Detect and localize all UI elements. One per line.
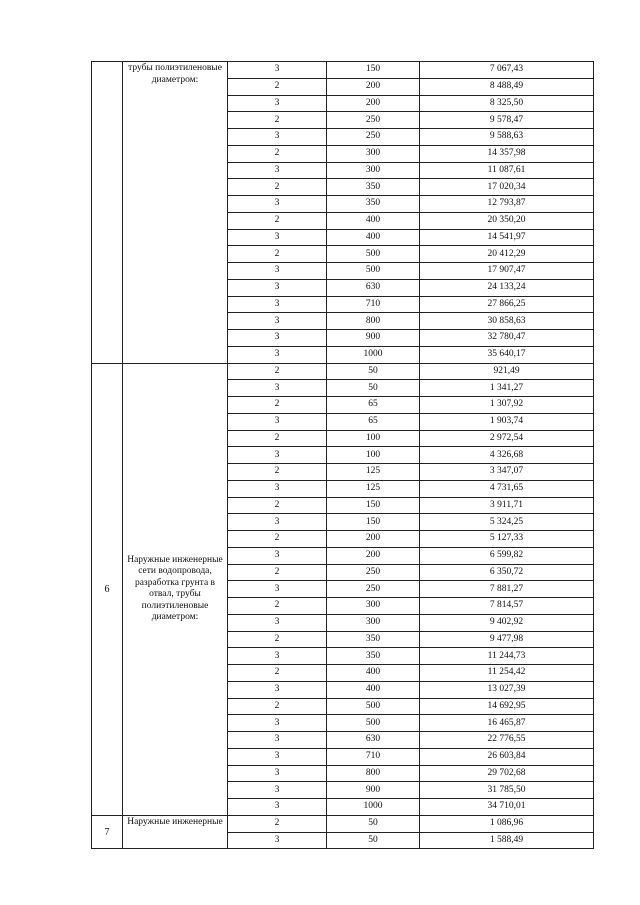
diameter-cell: 350 bbox=[327, 196, 420, 213]
category-cell: 3 bbox=[228, 380, 327, 397]
category-cell: 3 bbox=[228, 229, 327, 246]
diameter-cell: 350 bbox=[327, 179, 420, 196]
diameter-cell: 400 bbox=[327, 681, 420, 698]
price-cell: 14 692,95 bbox=[420, 698, 594, 715]
diameter-cell: 500 bbox=[327, 698, 420, 715]
price-cell: 20 412,29 bbox=[420, 246, 594, 263]
category-cell: 2 bbox=[228, 179, 327, 196]
price-cell: 2 972,54 bbox=[420, 430, 594, 447]
price-cell: 6 350,72 bbox=[420, 564, 594, 581]
item-number-cell bbox=[92, 62, 123, 364]
diameter-cell: 200 bbox=[327, 78, 420, 95]
category-cell: 3 bbox=[228, 296, 327, 313]
category-cell: 3 bbox=[228, 413, 327, 430]
price-cell: 8 488,49 bbox=[420, 78, 594, 95]
diameter-cell: 65 bbox=[327, 413, 420, 430]
category-cell: 3 bbox=[228, 346, 327, 363]
price-cell: 11 244,73 bbox=[420, 648, 594, 665]
category-cell: 2 bbox=[228, 564, 327, 581]
price-cell: 22 776,55 bbox=[420, 732, 594, 749]
table-row bbox=[92, 363, 594, 380]
price-cell: 921,49 bbox=[420, 363, 594, 380]
item-number-cell: 7 bbox=[92, 815, 123, 849]
diameter-cell: 630 bbox=[327, 279, 420, 296]
diameter-cell: 710 bbox=[327, 748, 420, 765]
category-cell: 3 bbox=[228, 279, 327, 296]
price-cell: 4 731,65 bbox=[420, 480, 594, 497]
category-cell: 3 bbox=[228, 62, 327, 79]
price-cell: 30 858,63 bbox=[420, 313, 594, 330]
price-cell: 16 465,87 bbox=[420, 715, 594, 732]
item-description-cell: трубы полиэтиленовые диаметром: bbox=[123, 62, 228, 364]
diameter-cell: 250 bbox=[327, 564, 420, 581]
price-cell: 9 402,92 bbox=[420, 614, 594, 631]
diameter-cell: 150 bbox=[327, 497, 420, 514]
price-cell: 5 127,33 bbox=[420, 531, 594, 548]
price-cell: 8 325,50 bbox=[420, 95, 594, 112]
diameter-cell: 300 bbox=[327, 598, 420, 615]
diameter-cell: 630 bbox=[327, 732, 420, 749]
price-cell: 3 911,71 bbox=[420, 497, 594, 514]
price-cell: 1 903,74 bbox=[420, 413, 594, 430]
diameter-cell: 250 bbox=[327, 112, 420, 129]
category-cell: 3 bbox=[228, 313, 327, 330]
category-cell: 2 bbox=[228, 78, 327, 95]
price-cell: 24 133,24 bbox=[420, 279, 594, 296]
item-description-cell: Наружные инженерные сети водопровода, разработка грунта в отвал, трубы полиэтиленовые диаметром: bbox=[123, 363, 228, 815]
price-cell: 17 020,34 bbox=[420, 179, 594, 196]
category-cell: 3 bbox=[228, 765, 327, 782]
price-cell: 26 603,84 bbox=[420, 748, 594, 765]
diameter-cell: 1000 bbox=[327, 799, 420, 816]
category-cell: 2 bbox=[228, 246, 327, 263]
diameter-cell: 150 bbox=[327, 62, 420, 79]
diameter-cell: 65 bbox=[327, 397, 420, 414]
diameter-cell: 900 bbox=[327, 330, 420, 347]
diameter-cell: 50 bbox=[327, 380, 420, 397]
diameter-cell: 710 bbox=[327, 296, 420, 313]
category-cell: 3 bbox=[228, 681, 327, 698]
diameter-cell: 200 bbox=[327, 531, 420, 548]
category-cell: 3 bbox=[228, 263, 327, 280]
item-description-cell: Наружные инженерные bbox=[123, 815, 228, 849]
diameter-cell: 500 bbox=[327, 263, 420, 280]
diameter-cell: 300 bbox=[327, 145, 420, 162]
diameter-cell: 400 bbox=[327, 212, 420, 229]
price-cell: 3 347,07 bbox=[420, 464, 594, 481]
diameter-cell: 250 bbox=[327, 581, 420, 598]
price-cell: 1 307,92 bbox=[420, 397, 594, 414]
category-cell: 3 bbox=[228, 330, 327, 347]
price-cell: 4 326,68 bbox=[420, 447, 594, 464]
diameter-cell: 800 bbox=[327, 313, 420, 330]
price-cell: 29 702,68 bbox=[420, 765, 594, 782]
diameter-cell: 150 bbox=[327, 514, 420, 531]
table-row bbox=[92, 815, 594, 832]
category-cell: 3 bbox=[228, 782, 327, 799]
price-cell: 6 599,82 bbox=[420, 547, 594, 564]
diameter-cell: 50 bbox=[327, 832, 420, 849]
diameter-cell: 1000 bbox=[327, 346, 420, 363]
diameter-cell: 500 bbox=[327, 715, 420, 732]
price-cell: 27 866,25 bbox=[420, 296, 594, 313]
diameter-cell: 100 bbox=[327, 430, 420, 447]
category-cell: 3 bbox=[228, 748, 327, 765]
diameter-cell: 400 bbox=[327, 229, 420, 246]
category-cell: 2 bbox=[228, 363, 327, 380]
category-cell: 2 bbox=[228, 397, 327, 414]
category-cell: 3 bbox=[228, 732, 327, 749]
diameter-cell: 300 bbox=[327, 162, 420, 179]
table-row bbox=[92, 62, 594, 79]
category-cell: 3 bbox=[228, 614, 327, 631]
price-cell: 14 357,98 bbox=[420, 145, 594, 162]
price-cell: 14 541,97 bbox=[420, 229, 594, 246]
price-table-body bbox=[92, 62, 594, 849]
category-cell: 3 bbox=[228, 581, 327, 598]
category-cell: 2 bbox=[228, 497, 327, 514]
category-cell: 3 bbox=[228, 447, 327, 464]
price-cell: 7 067,43 bbox=[420, 62, 594, 79]
item-number-cell: 6 bbox=[92, 363, 123, 815]
category-cell: 3 bbox=[228, 514, 327, 531]
category-cell: 3 bbox=[228, 715, 327, 732]
category-cell: 3 bbox=[228, 196, 327, 213]
category-cell: 3 bbox=[228, 799, 327, 816]
category-cell: 3 bbox=[228, 162, 327, 179]
price-cell: 9 477,98 bbox=[420, 631, 594, 648]
price-cell: 11 254,42 bbox=[420, 665, 594, 682]
category-cell: 3 bbox=[228, 480, 327, 497]
diameter-cell: 900 bbox=[327, 782, 420, 799]
category-cell: 2 bbox=[228, 665, 327, 682]
category-cell: 3 bbox=[228, 129, 327, 146]
diameter-cell: 100 bbox=[327, 447, 420, 464]
price-cell: 7 881,27 bbox=[420, 581, 594, 598]
category-cell: 2 bbox=[228, 212, 327, 229]
diameter-cell: 50 bbox=[327, 815, 420, 832]
price-cell: 7 814,57 bbox=[420, 598, 594, 615]
diameter-cell: 200 bbox=[327, 547, 420, 564]
category-cell: 2 bbox=[228, 531, 327, 548]
diameter-cell: 500 bbox=[327, 246, 420, 263]
category-cell: 2 bbox=[228, 112, 327, 129]
price-cell: 11 087,61 bbox=[420, 162, 594, 179]
diameter-cell: 50 bbox=[327, 363, 420, 380]
price-cell: 17 907,47 bbox=[420, 263, 594, 280]
price-cell: 5 324,25 bbox=[420, 514, 594, 531]
category-cell: 2 bbox=[228, 145, 327, 162]
price-cell: 20 350,20 bbox=[420, 212, 594, 229]
category-cell: 3 bbox=[228, 95, 327, 112]
price-cell: 34 710,01 bbox=[420, 799, 594, 816]
price-cell: 35 640,17 bbox=[420, 346, 594, 363]
diameter-cell: 300 bbox=[327, 614, 420, 631]
price-cell: 31 785,50 bbox=[420, 782, 594, 799]
price-cell: 9 588,63 bbox=[420, 129, 594, 146]
category-cell: 2 bbox=[228, 598, 327, 615]
category-cell: 2 bbox=[228, 631, 327, 648]
diameter-cell: 350 bbox=[327, 631, 420, 648]
price-cell: 1 086,96 bbox=[420, 815, 594, 832]
price-cell: 1 588,49 bbox=[420, 832, 594, 849]
diameter-cell: 800 bbox=[327, 765, 420, 782]
price-table bbox=[91, 61, 594, 849]
diameter-cell: 250 bbox=[327, 129, 420, 146]
category-cell: 2 bbox=[228, 815, 327, 832]
category-cell: 2 bbox=[228, 698, 327, 715]
category-cell: 2 bbox=[228, 430, 327, 447]
category-cell: 3 bbox=[228, 547, 327, 564]
price-cell: 1 341,27 bbox=[420, 380, 594, 397]
category-cell: 3 bbox=[228, 832, 327, 849]
diameter-cell: 125 bbox=[327, 464, 420, 481]
price-cell: 9 578,47 bbox=[420, 112, 594, 129]
category-cell: 3 bbox=[228, 648, 327, 665]
price-cell: 12 793,87 bbox=[420, 196, 594, 213]
price-cell: 13 027,39 bbox=[420, 681, 594, 698]
diameter-cell: 125 bbox=[327, 480, 420, 497]
diameter-cell: 200 bbox=[327, 95, 420, 112]
diameter-cell: 400 bbox=[327, 665, 420, 682]
category-cell: 2 bbox=[228, 464, 327, 481]
price-cell: 32 780,47 bbox=[420, 330, 594, 347]
diameter-cell: 350 bbox=[327, 648, 420, 665]
